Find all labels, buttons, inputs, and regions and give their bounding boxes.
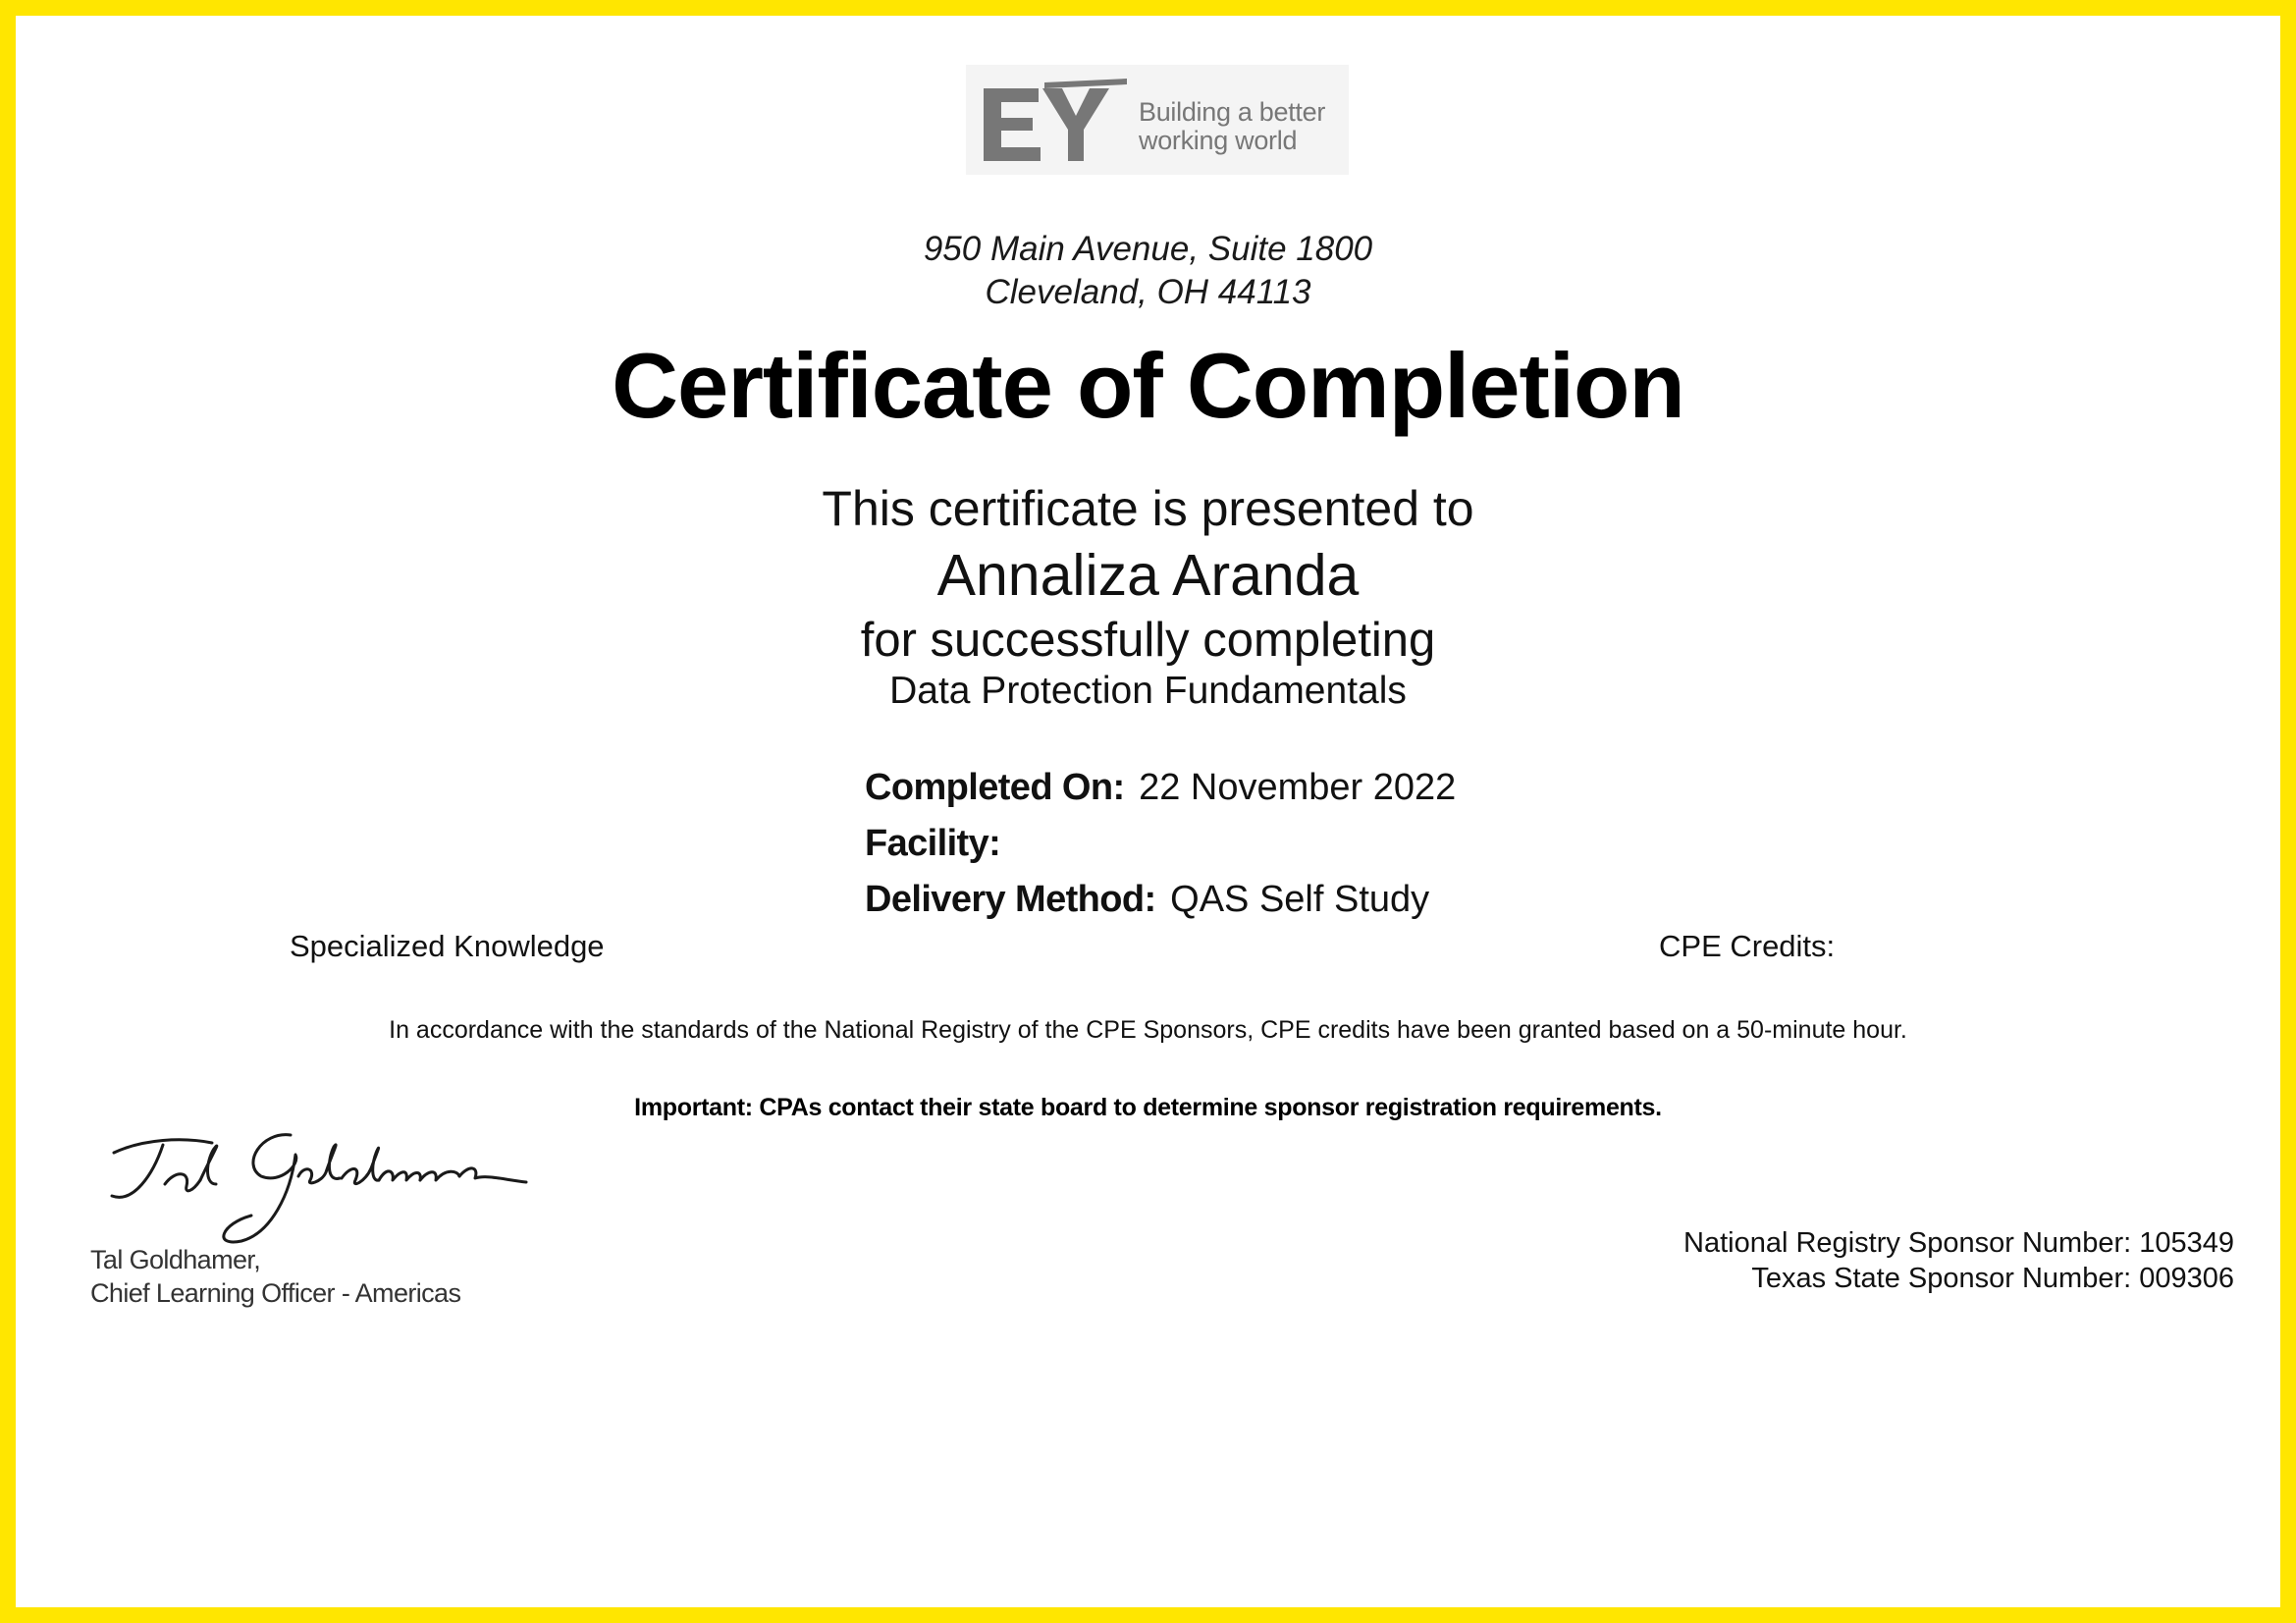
completed-on-label: Completed On: xyxy=(865,767,1125,808)
delivery-method-label: Delivery Method: xyxy=(865,879,1156,920)
completing-text: for successfully completing xyxy=(860,614,1436,667)
address-line1: 950 Main Avenue, Suite 1800 xyxy=(923,230,1373,268)
delivery-method-row xyxy=(865,872,1748,928)
facility-row xyxy=(865,816,1748,872)
texas-state-sponsor-number: Texas State Sponsor Number: 009306 xyxy=(1751,1263,2234,1294)
signatory-name: Tal Goldhamer, xyxy=(90,1245,261,1274)
sponsor-numbers xyxy=(1683,1225,2234,1296)
ey-logo xyxy=(966,65,1349,175)
ey-logo-mark xyxy=(982,79,1129,163)
signatory-title: Chief Learning Officer - Americas xyxy=(90,1278,461,1308)
completed-on-row xyxy=(865,760,1748,816)
signature-image xyxy=(94,1125,565,1258)
address-line2: Cleveland, OH 44113 xyxy=(985,273,1311,311)
delivery-method-value: QAS Self Study xyxy=(1170,879,1430,920)
cpe-credits-label: CPE Credits: xyxy=(1659,929,1836,963)
signatory-block xyxy=(90,1243,460,1310)
recipient-name: Annaliza Aranda xyxy=(936,543,1360,608)
standards-note: In accordance with the standards of the National Registry of the CPE Sponsors, CPE credits have been granted based on a 50-minute hour. xyxy=(389,1016,1907,1044)
address xyxy=(16,228,2280,314)
completed-on-value: 22 November 2022 xyxy=(1139,767,1457,808)
presented-to-text: This certificate is presented to xyxy=(822,481,1474,536)
completion-details xyxy=(865,760,1748,928)
important-note: Important: CPAs contact their state board to determine sponsor registration requirements. xyxy=(634,1094,1662,1121)
course-name: Data Protection Fundamentals xyxy=(889,670,1407,712)
national-registry-sponsor-number: National Registry Sponsor Number: 105349 xyxy=(1683,1227,2234,1259)
certificate-title: Certificate of Completion xyxy=(612,334,1684,437)
logo-tagline-line1: Building a better xyxy=(1139,97,1326,127)
logo-tagline-line2: working world xyxy=(1139,126,1298,155)
facility-label: Facility: xyxy=(865,823,1001,864)
field-of-study: Specialized Knowledge xyxy=(290,929,605,963)
